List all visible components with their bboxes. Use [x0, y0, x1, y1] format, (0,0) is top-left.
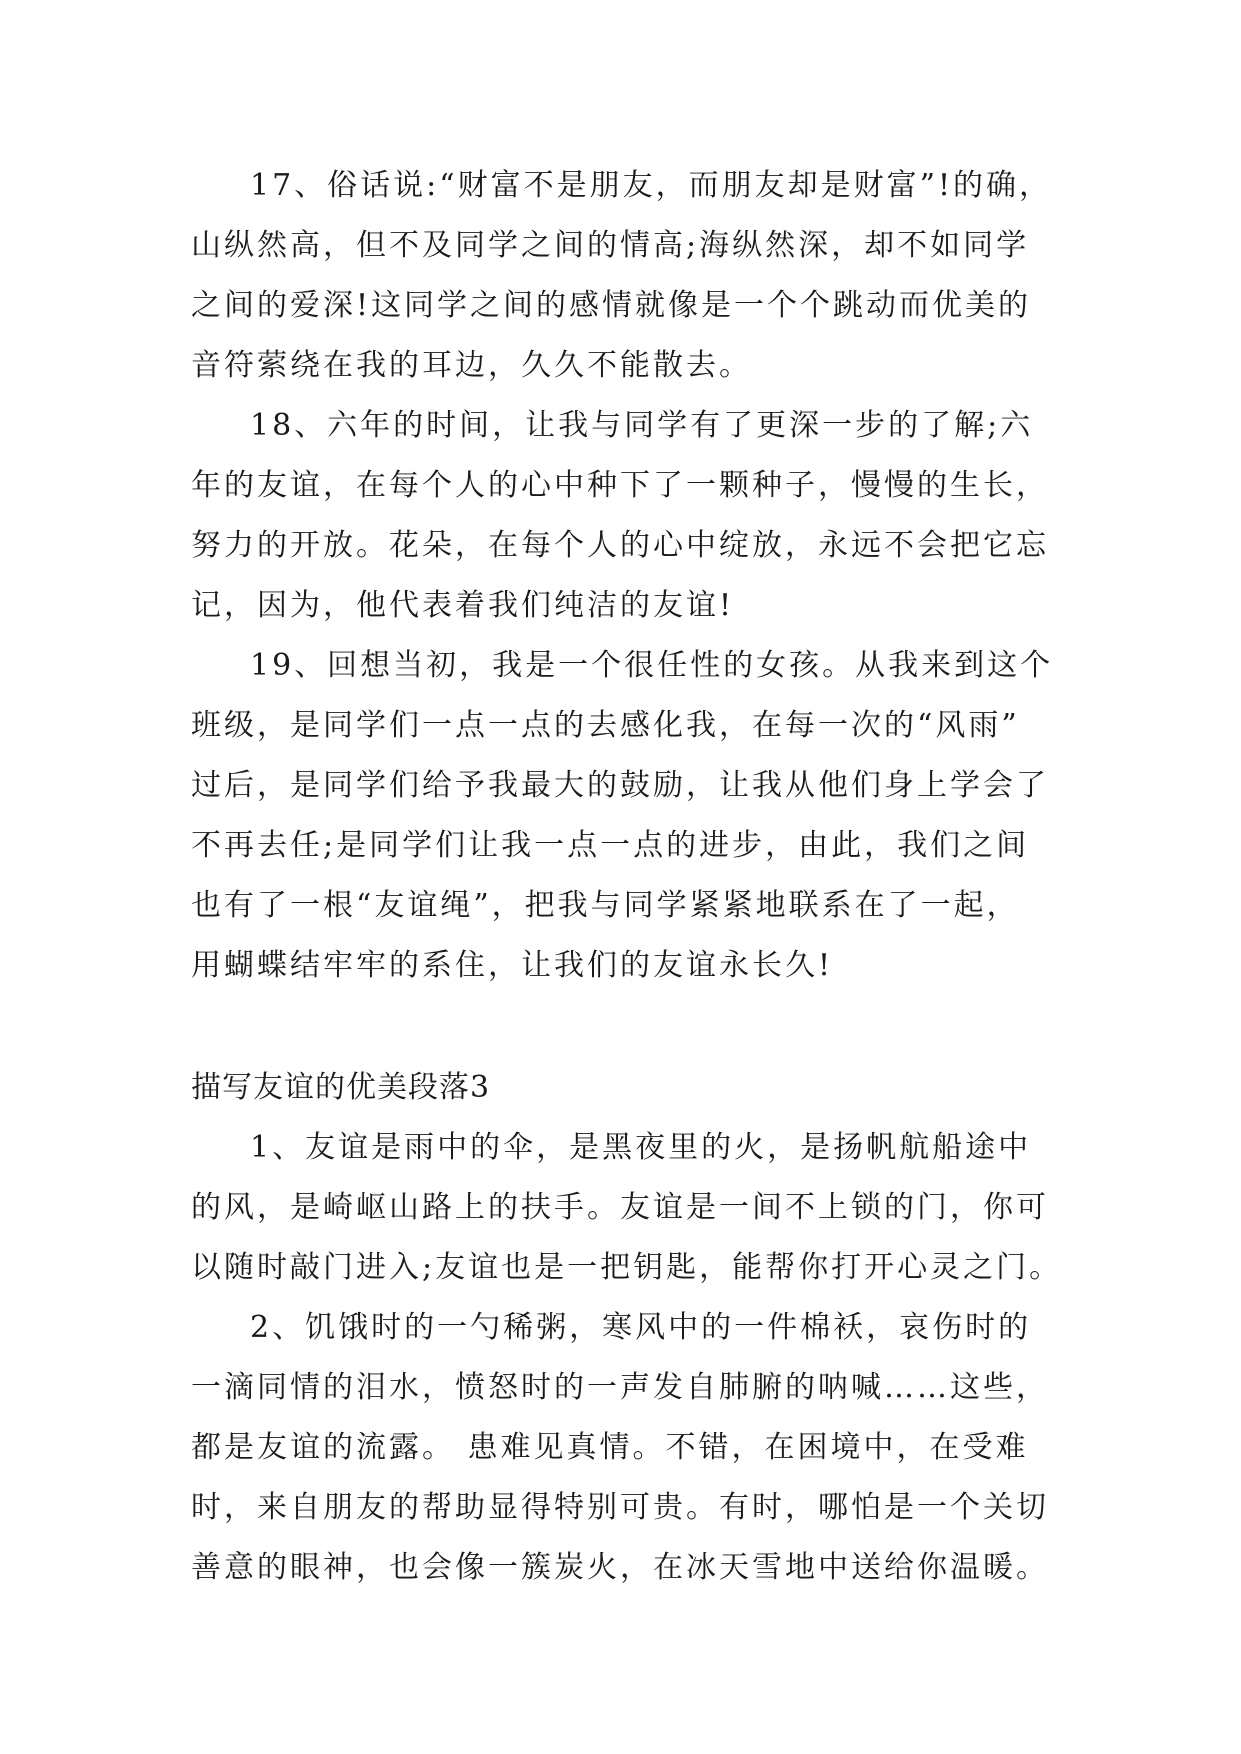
paragraph-19-line-6: 用蝴蝶结牢牢的系住，让我们的友谊永长久!: [191, 948, 834, 983]
paragraph-18-line-4: 记，因为，他代表着我们纯洁的友谊!: [191, 588, 735, 623]
paragraph-19-line-3: 过后，是同学们给予我最大的鼓励，让我从他们身上学会了: [191, 768, 1049, 803]
section-heading: 描写友谊的优美段落3: [191, 1070, 491, 1105]
section3-item1-line-3: 以随时敲门进入;友谊也是一把钥匙，能帮你打开心灵之门。: [191, 1250, 1063, 1285]
paragraph-17-line-3: 之间的爱深!这同学之间的感情就像是一个个跳动而优美的: [191, 288, 1032, 323]
paragraph-18-line-1: 18、六年的时间，让我与同学有了更深一步的了解;六: [250, 408, 1034, 443]
paragraph-19-line-1: 19、回想当初，我是一个很任性的女孩。从我来到这个: [250, 648, 1054, 683]
section3-item2-line-3: 都是友谊的流露。 患难见真情。不错，在困境中，在受难: [191, 1430, 1029, 1465]
paragraph-17-line-2: 山纵然高，但不及同学之间的情高;海纵然深，却不如同学: [191, 228, 1030, 263]
paragraph-19-line-2: 班级，是同学们一点一点的去感化我，在每一次的“风雨”: [191, 708, 1020, 743]
section3-item2-line-2: 一滴同情的泪水，愤怒时的一声发自肺腑的呐喊……这些，: [191, 1370, 1049, 1405]
paragraph-18-line-3: 努力的开放。花朵，在每个人的心中绽放，永远不会把它忘: [191, 528, 1049, 563]
paragraph-19-line-5: 也有了一根“友谊绳”，把我与同学紧紧地联系在了一起，: [191, 888, 1020, 923]
paragraph-18-line-2: 年的友谊，在每个人的心中种下了一颗种子，慢慢的生长，: [191, 468, 1049, 503]
section3-item2-line-5: 善意的眼神，也会像一簇炭火，在冰天雪地中送给你温暖。: [191, 1550, 1049, 1585]
paragraph-17-line-4: 音符萦绕在我的耳边，久久不能散去。: [191, 348, 752, 383]
section3-item1-line-1: 1、友谊是雨中的伞，是黑夜里的火，是扬帆航船途中: [250, 1130, 1032, 1165]
section3-item2-line-1: 2、饥饿时的一勺稀粥，寒风中的一件棉袄，哀伤时的: [250, 1310, 1032, 1345]
paragraph-17-line-1: 17、俗话说:“财富不是朋友，而朋友却是财富”!的确，: [250, 168, 1053, 203]
paragraph-19-line-4: 不再去任;是同学们让我一点一点的进步，由此，我们之间: [191, 828, 1030, 863]
section3-item1-line-2: 的风，是崎岖山路上的扶手。友谊是一间不上锁的门，你可: [191, 1190, 1049, 1225]
section3-item2-line-4: 时，来自朋友的帮助显得特别可贵。有时，哪怕是一个关切: [191, 1490, 1049, 1525]
